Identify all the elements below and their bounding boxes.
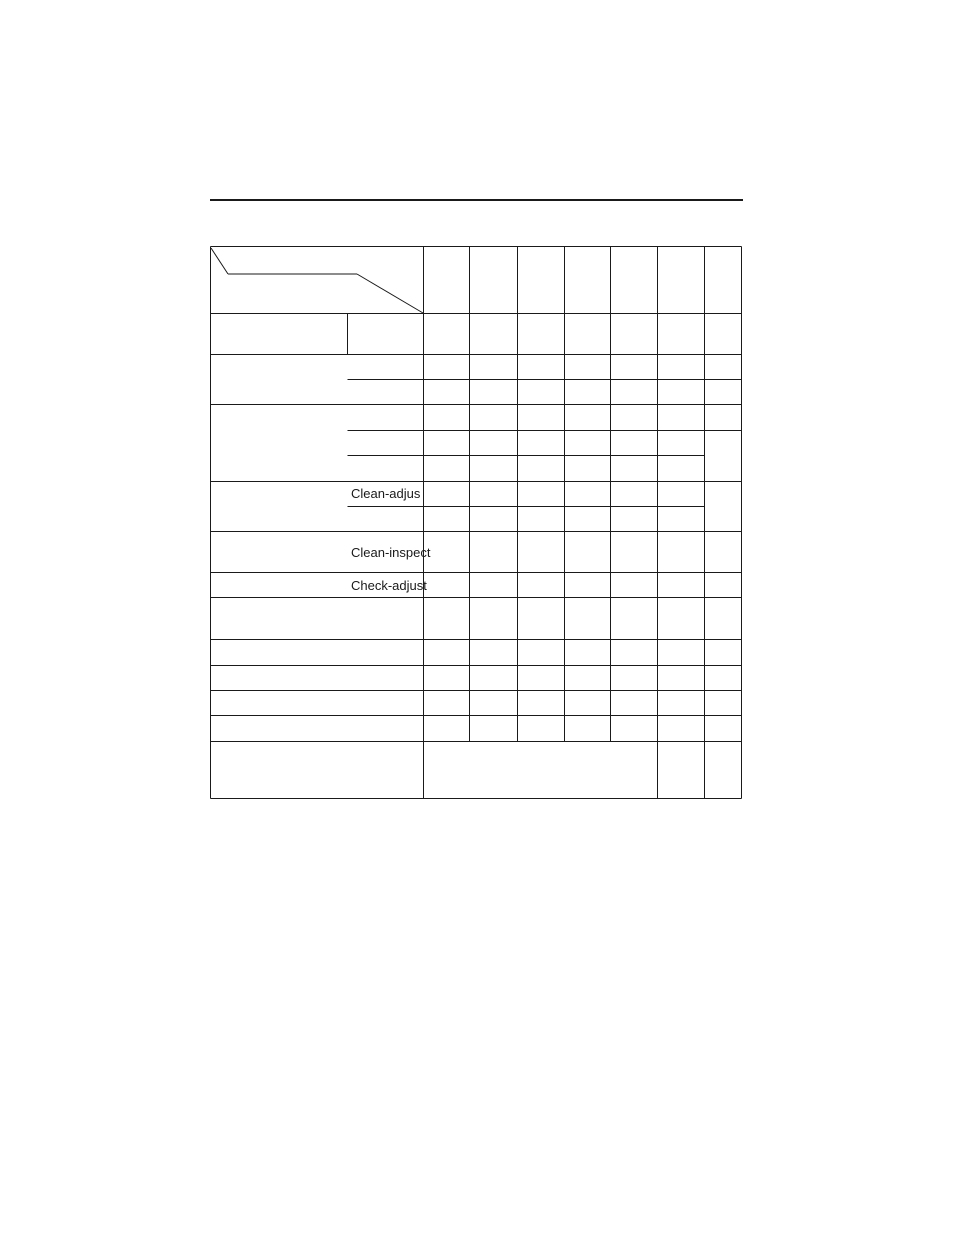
table-grid: [210, 246, 742, 799]
item-label-clean-adjust: Clean-adjus: [351, 486, 421, 501]
header-rule: [210, 199, 743, 201]
maintenance-schedule-table: [210, 246, 742, 799]
item-label-check-adjust: Check-adjust: [351, 578, 427, 593]
grid-line-4: [211, 248, 228, 274]
item-label-clean-inspect: Clean-inspect: [351, 545, 431, 560]
grid-line-6: [357, 274, 423, 313]
